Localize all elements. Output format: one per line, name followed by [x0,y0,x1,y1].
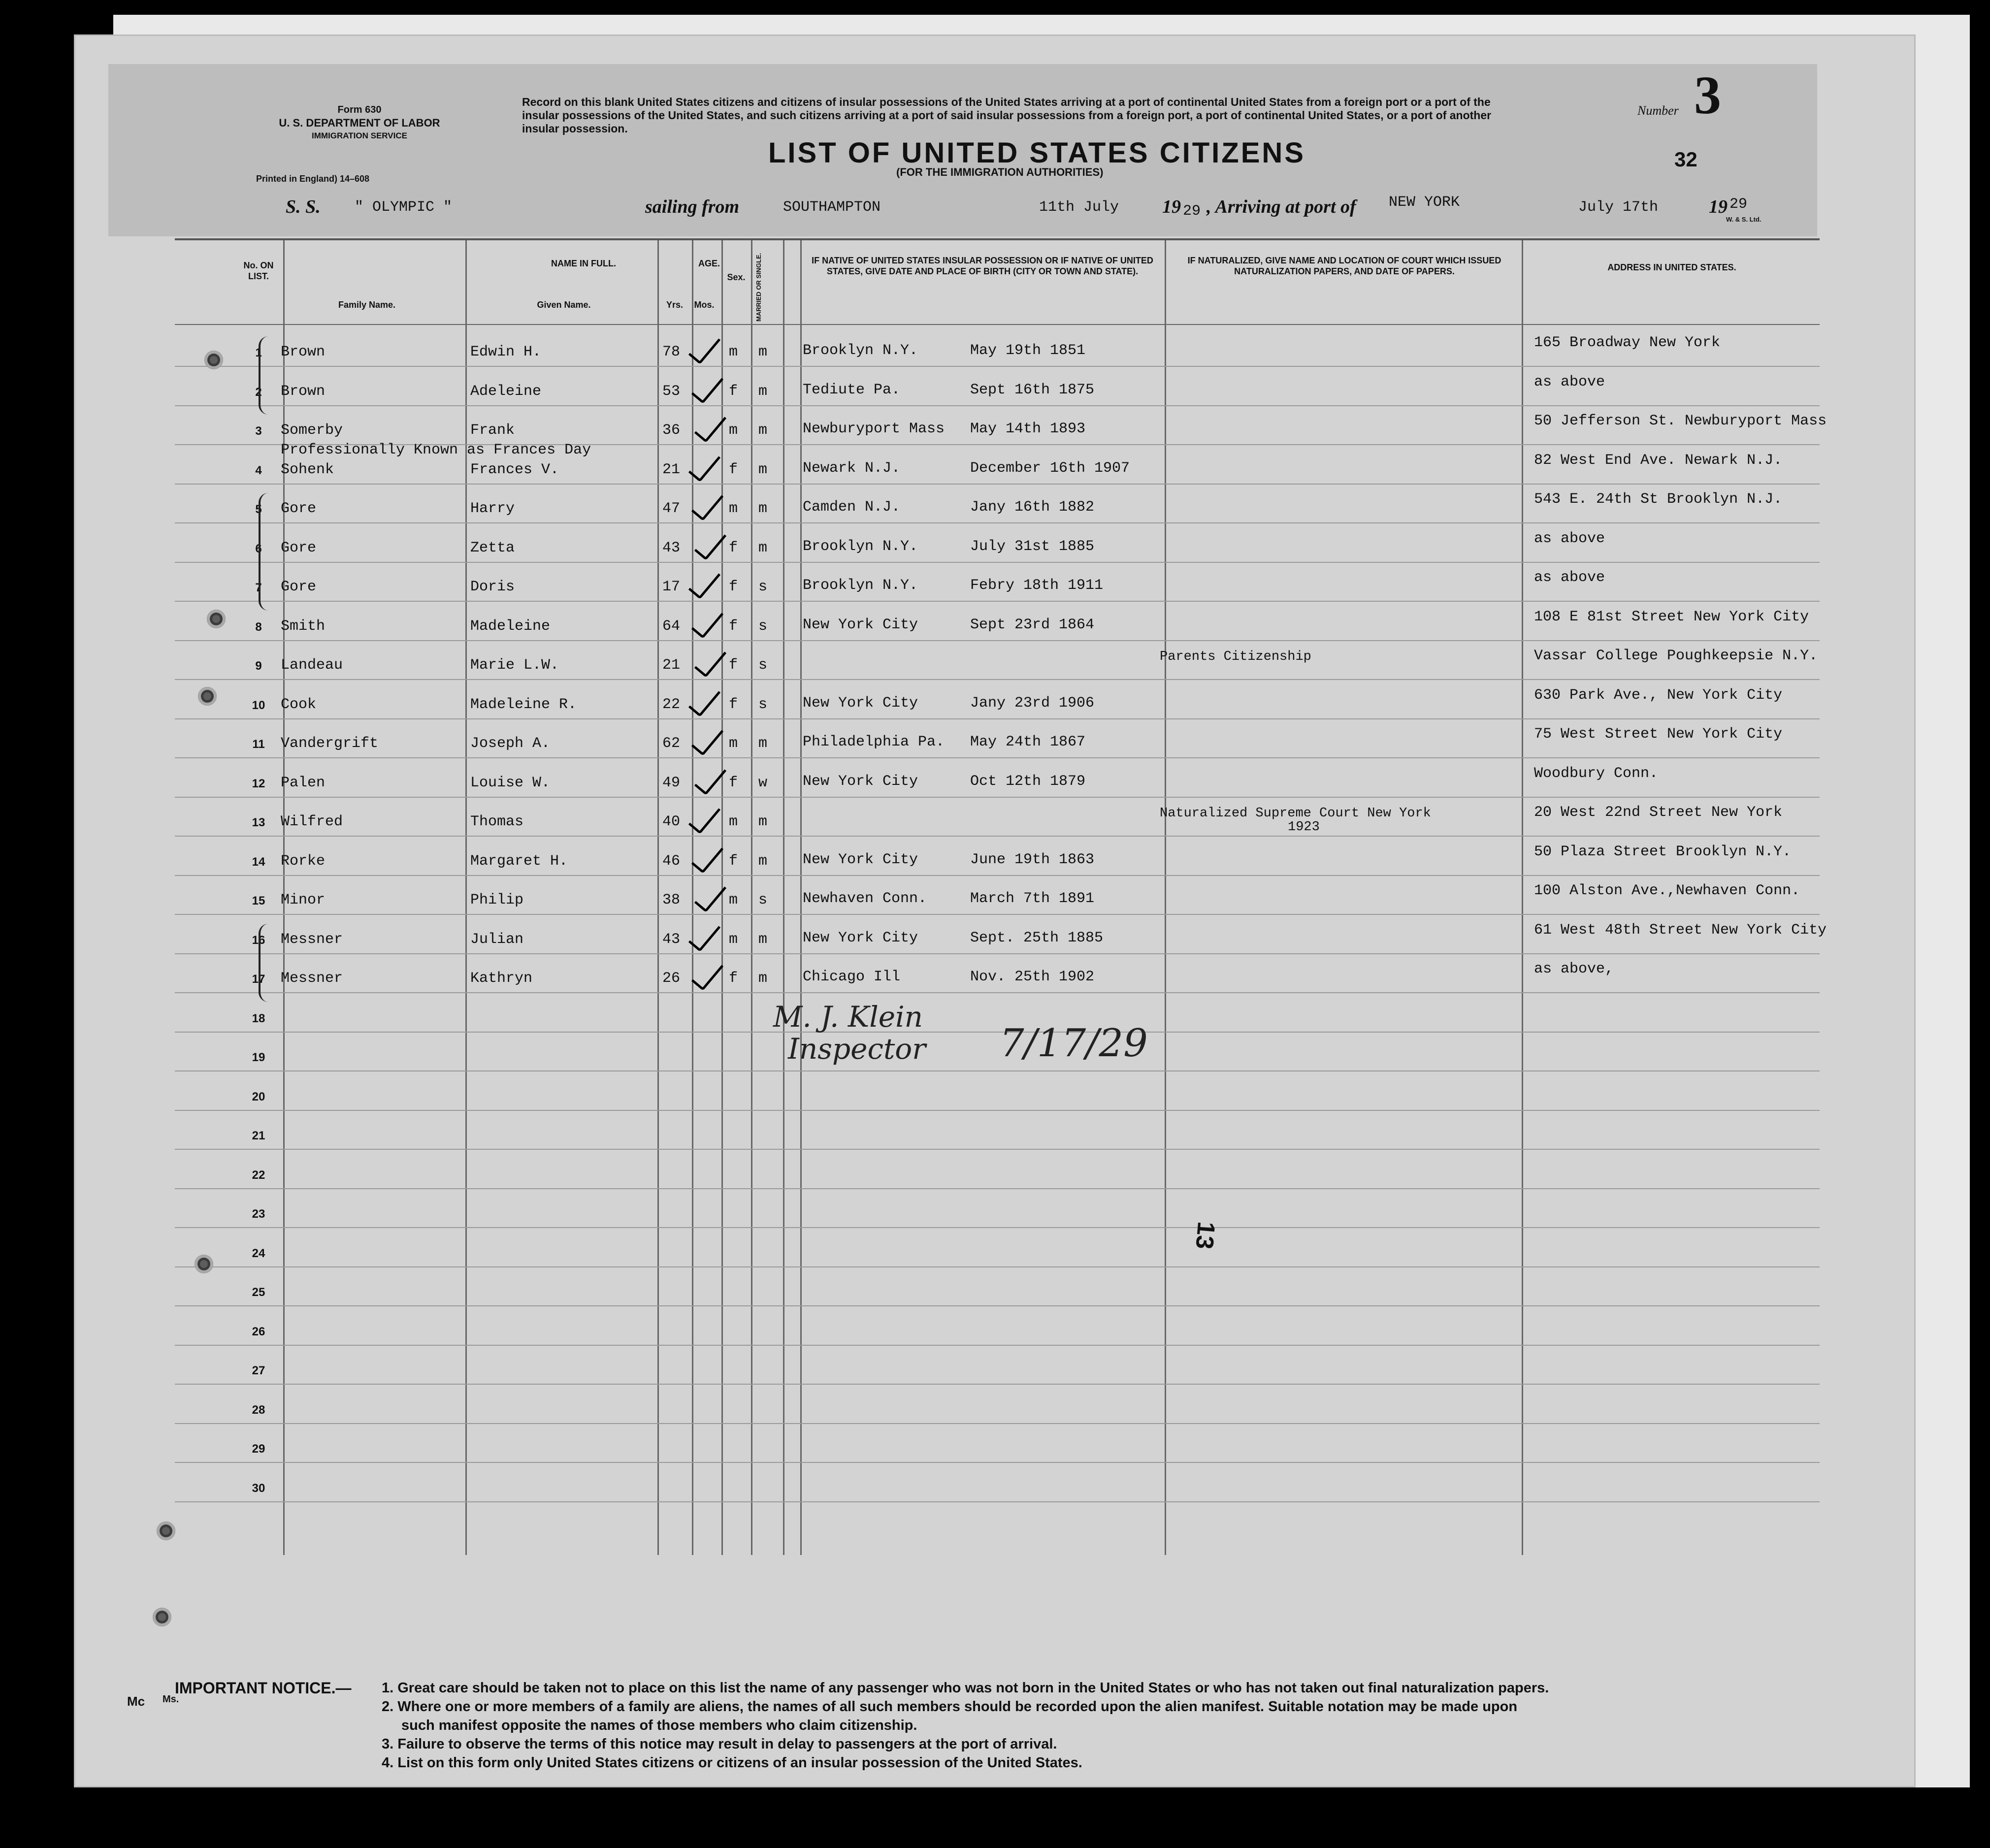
family-name-cell: Landeau [281,657,343,674]
row-number: 17 [252,973,265,986]
family-name-heading: Family Name. [338,300,396,310]
row-number: 29 [252,1442,265,1456]
tick-mark [691,487,724,521]
birthplace-cell: New York City [803,773,918,790]
row-rule [175,1501,1820,1502]
arrival-port: NEW YORK [1389,194,1460,211]
family-name-cell: Gore [281,500,317,517]
given-name-heading: Given Name. [537,300,591,310]
row-rule [175,953,1820,954]
address-cell: 50 Plaza Street Brooklyn N.Y. [1534,843,1792,860]
birth-date-cell: Sept 16th 1875 [970,381,1095,398]
row-rule [175,797,1820,798]
age-cell: 43 [662,931,681,948]
given-name-cell: Madeleine R. [470,696,577,713]
row-rule [175,484,1820,485]
row-number: 6 [255,542,262,555]
family-bracket [259,336,275,415]
age-cell: 21 [662,657,681,674]
column-rule [721,240,723,1555]
age-cell: 38 [662,892,681,908]
sheet-stamp: 13 [1190,1220,1221,1251]
notice-item: 2. Where one or more members of a family are aliens, the names of all such members should be recorded upon the alien manifest. Suitable notation may be made upon [382,1699,1518,1715]
marital-status-cell: s [758,579,768,595]
given-name-cell: Julian [470,931,524,948]
birthplace-cell: Brooklyn N.Y. [803,538,918,555]
sex-cell: f [729,461,738,478]
row-number: 8 [255,620,262,634]
binder-hole [204,351,223,369]
family-name-cell: Wilfred [281,813,343,830]
birthplace-cell: Newark N.J. [803,459,901,477]
row-rule [175,1384,1820,1385]
age-cell: 46 [662,852,681,870]
tick-mark [691,604,724,639]
column-rule [465,240,467,1555]
birth-date-cell: July 31st 1885 [970,538,1095,555]
marital-status-cell: m [758,383,768,400]
family-name-cell: Vandergrift [281,735,379,752]
row-number: 13 [252,816,265,829]
row-rule [175,366,1820,367]
signature-scrawl [768,1000,1148,1098]
address-cell: as above [1534,569,1605,586]
given-name-cell: Marie L.W. [470,657,559,674]
sex-cell: f [729,617,738,635]
birthplace-cell: Camden N.J. [803,499,901,516]
tick-mark [691,369,724,404]
address-cell: 100 Alston Ave.,Newhaven Conn. [1534,882,1800,899]
given-name-cell: Joseph A. [470,735,551,752]
marital-status-cell: s [758,657,768,674]
marital-status-cell: m [758,461,768,478]
birth-date-cell: May 19th 1851 [970,342,1086,359]
birth-date-cell: May 14th 1893 [970,421,1086,437]
given-name-cell: Doris [470,579,515,595]
sex-cell: m [729,892,738,908]
age-cell: 22 [662,696,681,713]
family-name-cell: Rorke [281,852,326,870]
row-rule [175,1423,1820,1424]
family-name-cell: Palen [281,774,326,791]
departure-port: SOUTHAMPTON [783,199,881,216]
sex-cell: m [729,344,738,360]
row-number: 24 [252,1246,265,1260]
birth-date-cell: May 24th 1867 [970,734,1086,750]
row-number: 12 [252,777,265,790]
family-name-cell: Minor [281,892,326,908]
family-bracket [259,924,275,1002]
margin-mark-2: Ms. [163,1694,179,1705]
row-number: 7 [255,581,262,594]
form-number: Form 630 [337,104,382,115]
given-name-cell: Harry [470,500,515,517]
inspector-signature [768,1000,1148,1098]
row-number: 11 [252,738,265,751]
notice-item: such manifest opposite the names of those members who claim citizenship. [401,1718,917,1733]
sex-cell: m [729,422,738,439]
row-rule [175,1188,1820,1189]
family-name-cell: Somerby [281,422,343,439]
birthplace-cell: Philadelphia Pa. [803,734,945,750]
sex-cell: f [729,383,738,400]
age-cell: 40 [662,813,681,830]
age-cell: 36 [662,422,681,439]
age-cell: 43 [662,539,681,556]
given-name-cell: Kathryn [470,970,533,987]
birth-date-cell: March 7th 1891 [970,890,1095,907]
row-rule [175,836,1820,837]
family-name-cell: Sohenk [281,461,334,478]
years-heading: Yrs. [666,300,684,310]
address-cell: 75 West Street New York City [1534,726,1783,743]
given-name-cell: Philip [470,892,524,908]
marital-status-cell: m [758,500,768,517]
months-heading: Mos. [694,300,715,310]
birth-date-cell: Jany 23rd 1906 [970,694,1095,712]
marital-status-cell: m [758,813,768,830]
ship-name: " OLYMPIC " [355,199,453,216]
sex-cell: m [729,931,738,948]
age-cell: 49 [662,774,681,791]
department-block [261,117,458,142]
binder-hole [207,610,226,628]
marital-status-cell: m [758,735,768,752]
naturalization-cell: Naturalized Supreme Court New York [1160,806,1431,821]
row-rule [175,1149,1820,1150]
birthplace-cell: Brooklyn N.Y. [803,342,918,359]
address-cell: as above, [1534,961,1614,977]
sex-cell: f [729,852,738,870]
alias-note: Professionally Known as Frances Day [281,441,591,458]
given-name-cell: Margaret H. [470,852,568,870]
row-rule [175,1227,1820,1228]
signature-name: M. J. Klein [773,1000,923,1034]
marital-status-cell: s [758,617,768,635]
address-cell: 630 Park Ave., New York City [1534,686,1783,704]
notice-item: 1. Great care should be taken not to place on this list the name of any passenger who was not born in the United States or who has not taken out final naturalization papers. [382,1680,1549,1696]
number-label: Number [1637,103,1679,118]
row-rule [175,522,1820,523]
department-name: U. S. DEPARTMENT OF LABOR [279,117,440,129]
binder-hole [157,1522,175,1540]
row-number: 19 [252,1051,265,1064]
age-heading: AGE. [698,259,720,268]
age-cell: 78 [662,344,681,360]
row-number: 2 [255,385,262,399]
marital-status-cell: w [758,774,768,791]
row-rule [175,1462,1820,1463]
given-name-cell: Zetta [470,539,515,556]
row-number: 28 [252,1403,265,1417]
row-rule [175,757,1820,758]
column-rule [692,240,693,1555]
arrival-date: July 17th [1578,199,1659,216]
row-number: 23 [252,1207,265,1221]
sex-cell: f [729,774,738,791]
naturalization-year: 1923 [1288,820,1320,835]
age-cell: 47 [662,500,681,517]
address-heading: ADDRESS IN UNITED STATES. [1607,262,1736,272]
row-number: 5 [255,503,262,516]
birthplace-cell: Newhaven Conn. [803,890,927,907]
binder-hole [195,1255,213,1273]
marital-status-cell: m [758,970,768,987]
address-cell: 82 West End Ave. Newark N.J. [1534,452,1783,469]
row-number: 3 [255,424,262,438]
marital-status-cell: s [758,892,768,908]
sex-cell: f [729,539,738,556]
row-number: 9 [255,659,262,673]
notice-item: 3. Failure to observe the terms of this notice may result in delay to passengers at the port of arrival. [382,1736,1057,1752]
birth-date-cell: Sept 23rd 1864 [970,616,1095,633]
birthplace-cell: New York City [803,851,918,868]
margin-mark: Mc [127,1694,145,1709]
family-name-cell: Gore [281,539,317,556]
signature-date: 7/17/29 [1000,1021,1148,1066]
marital-status-cell: s [758,696,768,713]
printer-mark: W. & S. Ltd. [1726,216,1762,223]
column-rule [657,240,659,1555]
family-name-cell: Smith [281,617,326,635]
sex-cell: f [729,579,738,595]
address-cell: Woodbury Conn. [1534,765,1659,782]
given-name-cell: Madeleine [470,617,551,635]
row-rule [175,640,1820,641]
column-rule [1522,240,1523,1555]
column-rule [751,240,752,1555]
birth-date-cell: December 16th 1907 [970,459,1130,477]
row-number: 30 [252,1481,265,1495]
sailing-year: 29 [1183,203,1201,220]
address-cell: 61 West 48th Street New York City [1534,921,1827,939]
family-bracket [259,493,275,611]
family-name-cell: Messner [281,931,343,948]
heading-rule [175,324,1820,325]
binder-hole [153,1608,171,1626]
birthplace-cell: Newburyport Mass [803,421,945,437]
row-rule [175,601,1820,602]
age-cell: 17 [662,579,681,595]
row-number: 18 [252,1011,265,1025]
age-cell: 21 [662,461,681,478]
sex-cell: f [729,657,738,674]
row-rule [175,1110,1820,1111]
arrival-year: 29 [1729,196,1748,213]
tick-mark [691,839,724,874]
row-rule [175,914,1820,915]
birth-date-cell: Febry 18th 1911 [970,577,1104,594]
birth-date-cell: Oct 12th 1879 [970,773,1086,790]
given-name-cell: Frank [470,422,515,439]
family-name-cell: Messner [281,970,343,987]
birth-date-cell: Jany 16th 1882 [970,499,1095,516]
sailing-label: sailing from [645,196,740,217]
birthplace-cell: Brooklyn N.Y. [803,577,918,594]
page-number: 32 [1674,148,1697,171]
row-number: 14 [252,855,265,869]
row-number: 10 [252,698,265,712]
birthplace-cell: Tediute Pa. [803,381,901,398]
marital-status-cell: m [758,852,768,870]
age-cell: 26 [662,970,681,987]
sex-heading: Sex. [727,272,746,282]
birth-date-cell: Nov. 25th 1902 [970,969,1095,985]
naturalization-heading: IF NATURALIZED, GIVE NAME AND LOCATION OF COURT WHICH ISSUED NATURALIZATION PAPERS, AND DATE OF PAPERS. [1187,256,1501,276]
name-in-full-heading: NAME IN FULL. [551,259,616,268]
ss-label: S. S. [286,196,321,217]
age-cell: 64 [662,617,681,635]
notice-title: IMPORTANT NOTICE.— [175,1679,352,1697]
row-rule [175,405,1820,406]
given-name-cell: Adeleine [470,383,542,400]
birthplace-cell: New York City [803,616,918,633]
column-rule [783,240,784,1555]
tick-mark [691,957,724,991]
row-number: 21 [252,1129,265,1142]
family-name-cell: Brown [281,344,326,360]
form-instructions: Record on this blank United States citizens and citizens of insular possessions of the United States arriving at a port of continental United States from a foreign port or a port of the insular possessions of the United States, and such citizens arriving at a port of said insular possessions from a foreign port, a port of continental United States, or a port of another insular possession. [522,96,1492,135]
birthplace-cell: New York City [803,694,918,712]
sex-cell: m [729,735,738,752]
naturalization-cell: Parents Citizenship [1160,649,1311,664]
birthplace-cell: Chicago Ill [803,969,901,985]
address-cell: 543 E. 24th St Brooklyn N.J. [1534,491,1783,508]
row-rule [175,562,1820,563]
address-cell: 165 Broadway New York [1534,334,1721,351]
page-title: LIST OF UNITED STATES CITIZENS [768,137,1305,169]
sex-cell: f [729,970,738,987]
birth-info-heading: IF NATIVE OF UNITED STATES INSULAR POSSESSION OR IF NATIVE OF UNITED STATES, GIVE DATE AND PLACE OF BIRTH (CITY OR TOWN AND STATE). [812,256,1153,276]
marital-status-cell: m [758,344,768,360]
address-cell: as above [1534,530,1605,547]
marital-status-cell: m [758,539,768,556]
row-number: 25 [252,1286,265,1299]
age-cell: 53 [662,383,681,400]
voyage-line [286,196,1788,221]
row-number: 27 [252,1364,265,1377]
row-rule [175,992,1820,993]
column-rule [800,240,802,1555]
birth-date-cell: Sept. 25th 1885 [970,929,1104,946]
passenger-table [175,240,1827,1560]
row-number: 15 [252,894,265,908]
arriving-label: , Arriving at port of [1207,196,1356,217]
family-name-cell: Brown [281,383,326,400]
list-number: 3 [1694,65,1721,125]
page-subtitle: (FOR THE IMMIGRATION AUTHORITIES) [896,166,1104,178]
sailing-year-prefix: 19 [1162,196,1181,217]
no-on-list-heading: No. ON LIST. [243,260,274,281]
tick-mark [691,722,724,756]
row-number: 4 [255,463,262,477]
row-number: 16 [252,933,265,947]
row-rule [175,679,1820,680]
address-cell: Vassar College Poughkeepsie N.Y. [1534,648,1818,664]
row-number: 26 [252,1325,265,1338]
marital-status-cell: m [758,422,768,439]
marital-status-heading: MARRIED OR SINGLE. [755,253,762,322]
marital-status-cell: m [758,931,768,948]
service-name: IMMIGRATION SERVICE [312,131,407,140]
sailing-date: 11th July [1039,199,1119,216]
birth-date-cell: June 19th 1863 [970,851,1095,868]
address-cell: 108 E 81st Street New York City [1534,608,1809,625]
arrival-year-prefix: 19 [1709,196,1728,217]
given-name-cell: Frances V. [470,461,559,478]
sex-cell: m [729,500,738,517]
row-rule [175,875,1820,876]
binder-hole [198,687,217,706]
address-cell: 50 Jefferson St. Newburyport Mass [1534,413,1827,429]
row-rule [175,1266,1820,1267]
notice-item: 4. List on this form only United States citizens or citizens of an insular possession of the United States. [382,1755,1082,1771]
printed-note: Printed in England) 14–608 [256,174,370,184]
given-name-cell: Edwin H. [470,344,542,360]
row-number: 22 [252,1168,265,1182]
family-name-cell: Cook [281,696,317,713]
sex-cell: f [729,696,738,713]
sex-cell: m [729,813,738,830]
column-rule [1165,240,1166,1555]
given-name-cell: Thomas [470,813,524,830]
given-name-cell: Louise W. [470,774,551,791]
row-rule [175,1305,1820,1306]
birthplace-cell: New York City [803,929,918,946]
row-number: 20 [252,1090,265,1103]
address-cell: as above [1534,373,1605,390]
row-number: 1 [255,346,262,359]
address-cell: 20 West 22nd Street New York [1534,804,1783,821]
row-rule [175,718,1820,719]
signature-title: Inspector [788,1032,926,1066]
age-cell: 62 [662,735,681,752]
family-name-cell: Gore [281,579,317,595]
row-rule [175,1345,1820,1346]
